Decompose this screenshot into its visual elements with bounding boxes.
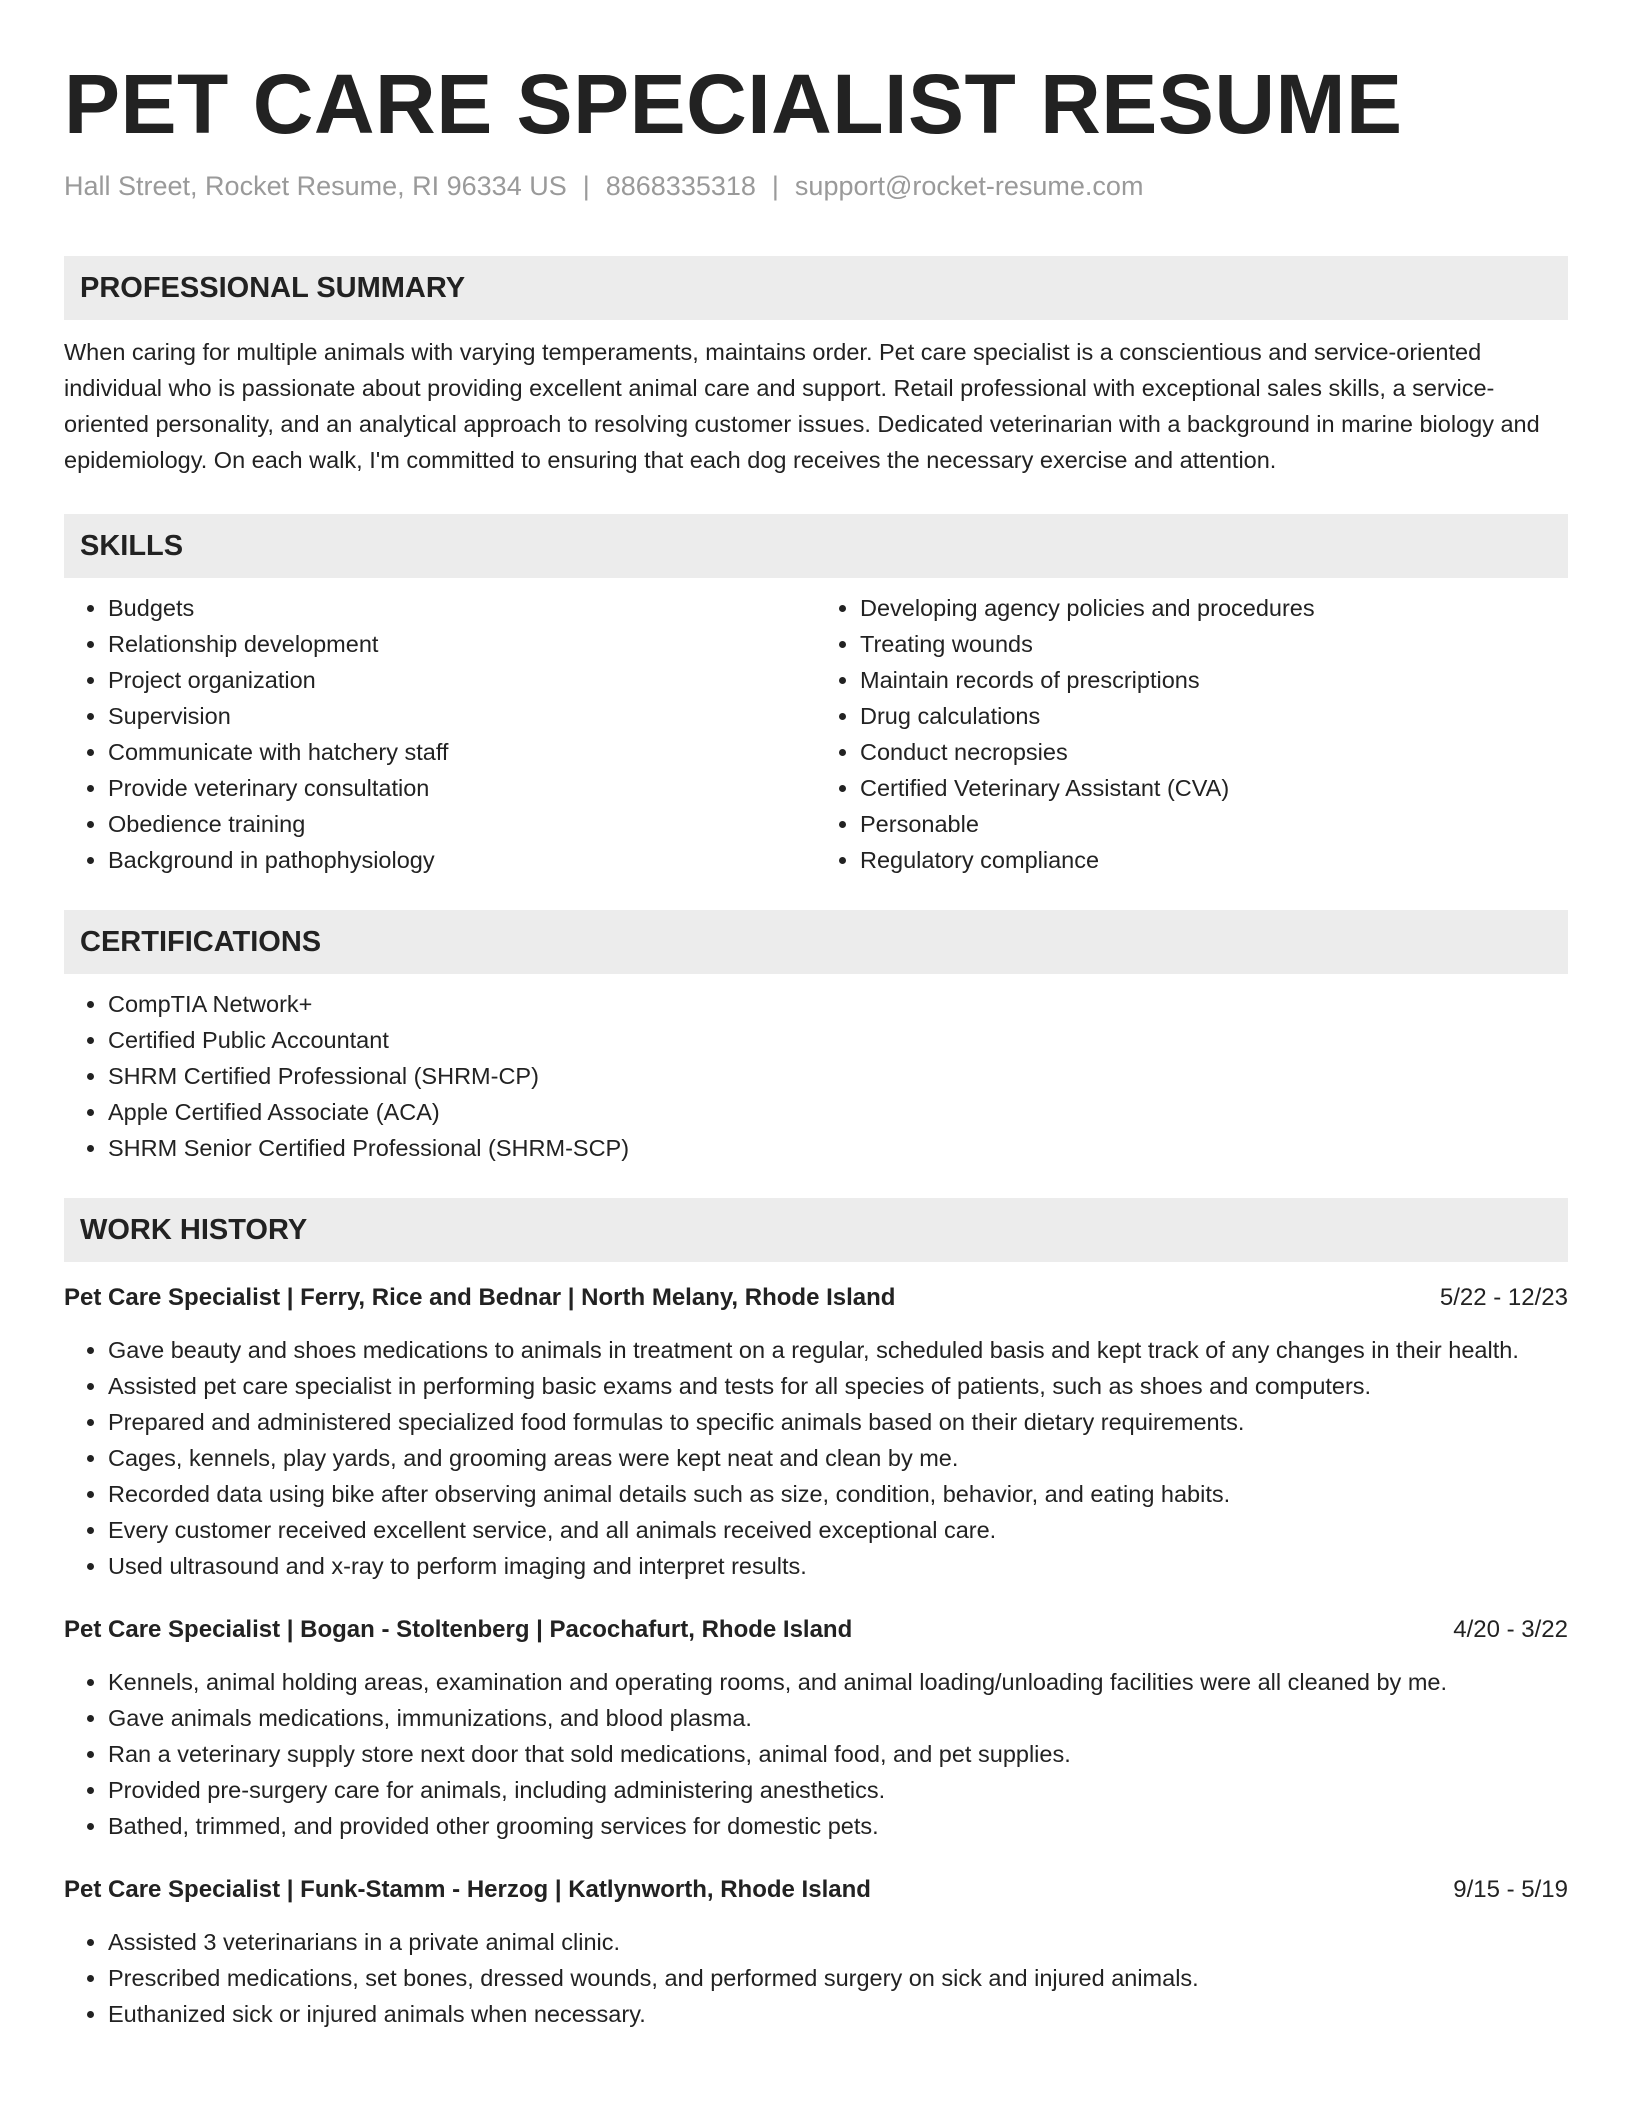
certifications-list <box>64 986 1568 1166</box>
contact-separator: | <box>582 171 590 201</box>
summary-text: When caring for multiple animals with varying temperaments, maintains order. Pet care specialist is a conscientious and service-oriented individual who is passionate about providing excellent animal care and support. Retail professional with exceptional sales skills, a service-oriented personality, and an analytical approach to resolving customer issues. Dedicated veterinarian with a background in marine biology and epidemiology. On each walk, I'm committed to ensuring that each dog receives the necessary exercise and attention. <box>64 339 1540 473</box>
resume-title: PET CARE SPECIALIST RESUME <box>64 57 1403 151</box>
skills-columns <box>64 590 1568 878</box>
skill-item: • Certified Veterinary Assistant (CVA) <box>860 770 1568 806</box>
work-history-heading: WORK HISTORY <box>64 1198 1568 1262</box>
skill-item: • Supervision <box>108 698 816 734</box>
skills-list-right <box>816 590 1568 878</box>
job-bullets <box>64 1332 1568 1584</box>
certification-item: • Apple Certified Associate (ACA) <box>108 1094 1568 1130</box>
skill-item: • Maintain records of prescriptions <box>860 662 1568 698</box>
job-entry <box>64 1872 1568 2032</box>
job-bullet: • Prepared and administered specialized food formulas to specific animals based on their dietary requirements. <box>108 1404 1568 1440</box>
certification-item: • CompTIA Network+ <box>108 986 1568 1022</box>
job-header <box>64 1612 1568 1648</box>
job-entry <box>64 1280 1568 1584</box>
contact-line <box>64 168 1568 204</box>
job-bullet: • Gave beauty and shoes medications to animals in treatment on a regular, scheduled basis and kept track of any changes in their health. <box>108 1332 1568 1368</box>
job-dates: 9/15 - 5/19 <box>1453 1876 1568 1903</box>
contact-address: Hall Street, Rocket Resume, RI 96334 US <box>64 171 567 201</box>
job-bullet: • Bathed, trimmed, and provided other grooming services for domestic pets. <box>108 1808 1568 1844</box>
skill-item: • Treating wounds <box>860 626 1568 662</box>
contact-separator: | <box>771 171 779 201</box>
skill-item: • Budgets <box>108 590 816 626</box>
skill-item: • Relationship development <box>108 626 816 662</box>
skill-item: • Drug calculations <box>860 698 1568 734</box>
job-title: Pet Care Specialist | Ferry, Rice and Bednar | North Melany, Rhode Island <box>64 1284 896 1311</box>
certifications-heading: CERTIFICATIONS <box>64 910 1568 974</box>
job-bullet: • Euthanized sick or injured animals when necessary. <box>108 1996 1568 2032</box>
job-bullet: • Gave animals medications, immunizations, and blood plasma. <box>108 1700 1568 1736</box>
job-dates: 5/22 - 12/23 <box>1439 1284 1568 1311</box>
certification-item: • Certified Public Accountant <box>108 1022 1568 1058</box>
certification-item: • SHRM Senior Certified Professional (SHRM-SCP) <box>108 1130 1568 1166</box>
skill-item: • Communicate with hatchery staff <box>108 734 816 770</box>
job-bullet: • Assisted pet care specialist in performing basic exams and tests for all species of patients, such as shoes and computers. <box>108 1368 1568 1404</box>
job-bullet: • Assisted 3 veterinarians in a private animal clinic. <box>108 1924 1568 1960</box>
job-header <box>64 1280 1568 1316</box>
job-bullets <box>64 1924 1568 2032</box>
contact-phone: 8868335318 <box>605 171 756 201</box>
certification-item: • SHRM Certified Professional (SHRM-CP) <box>108 1058 1568 1094</box>
job-bullet: • Ran a veterinary supply store next door that sold medications, animal food, and pet supplies. <box>108 1736 1568 1772</box>
job-bullet: • Used ultrasound and x-ray to perform imaging and interpret results. <box>108 1548 1568 1584</box>
skill-item: • Background in pathophysiology <box>108 842 816 878</box>
job-bullets <box>64 1664 1568 1844</box>
job-title: Pet Care Specialist | Bogan - Stoltenberg | Pacochafurt, Rhode Island <box>64 1616 853 1643</box>
skill-item: • Provide veterinary consultation <box>108 770 816 806</box>
job-bullet: • Cages, kennels, play yards, and grooming areas were kept neat and clean by me. <box>108 1440 1568 1476</box>
skill-item: • Regulatory compliance <box>860 842 1568 878</box>
skill-item: • Conduct necropsies <box>860 734 1568 770</box>
job-title: Pet Care Specialist | Funk-Stamm - Herzog | Katlynworth, Rhode Island <box>64 1876 871 1903</box>
skills-heading: SKILLS <box>64 514 1568 578</box>
skill-item: • Personable <box>860 806 1568 842</box>
job-bullet: • Recorded data using bike after observing animal details such as size, condition, behavior, and eating habits. <box>108 1476 1568 1512</box>
skill-item: • Developing agency policies and procedures <box>860 590 1568 626</box>
job-dates: 4/20 - 3/22 <box>1453 1616 1568 1643</box>
job-header <box>64 1872 1568 1908</box>
job-bullet: • Prescribed medications, set bones, dressed wounds, and performed surgery on sick and injured animals. <box>108 1960 1568 1996</box>
job-bullet: • Every customer received excellent service, and all animals received exceptional care. <box>108 1512 1568 1548</box>
job-entry <box>64 1612 1568 1844</box>
job-bullet: • Provided pre-surgery care for animals, including administering anesthetics. <box>108 1772 1568 1808</box>
contact-email: support@rocket-resume.com <box>794 171 1144 201</box>
skill-item: • Obedience training <box>108 806 816 842</box>
job-bullet: • Kennels, animal holding areas, examination and operating rooms, and animal loading/unloading facilities were all cleaned by me. <box>108 1664 1568 1700</box>
skill-item: • Project organization <box>108 662 816 698</box>
summary-heading: PROFESSIONAL SUMMARY <box>64 256 1568 320</box>
skills-list-left <box>64 590 816 878</box>
